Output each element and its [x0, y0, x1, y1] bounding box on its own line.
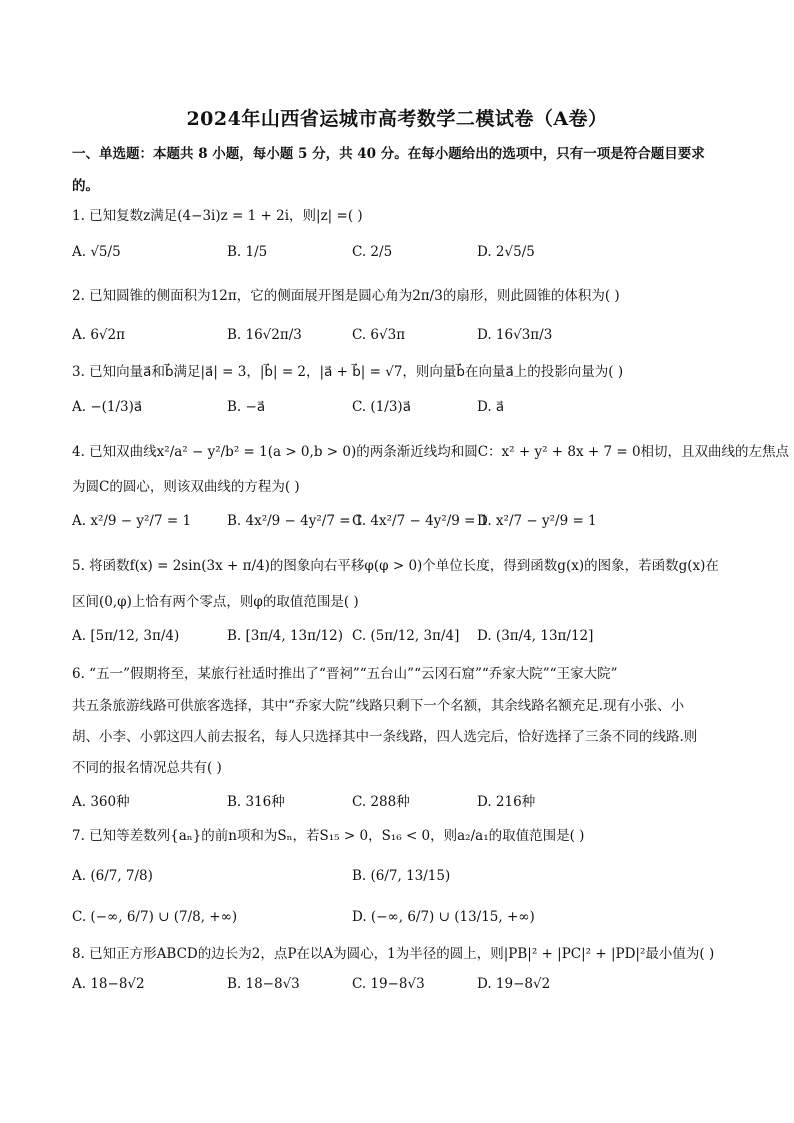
q5-option-c: C. (5π/12, 3π/4]: [352, 628, 460, 644]
q7-option-c: C. (−∞, 6/7) ∪ (7/8, +∞): [72, 909, 238, 925]
question-6-options: [72, 790, 732, 812]
q2-option-b: B. 16√2π/3: [227, 327, 302, 343]
question-2-options: [72, 327, 732, 349]
q4-option-c: C. 4x²/7 − 4y²/9 = 1: [352, 513, 489, 529]
q8-option-a: A. 18−8√2: [72, 976, 145, 992]
question-5-options: [72, 628, 732, 650]
q5-option-b: B. [3π/4, 13π/12): [227, 628, 343, 644]
q2-option-a: A. 6√2π: [72, 327, 125, 343]
q5-option-a: A. [5π/12, 3π/4): [72, 628, 180, 644]
question-4-stem-line-1: 4. 已知双曲线x²/a² − y²/b² = 1(a > 0,b > 0)的两条渐近线均和圆C：x² + y² + 8x + 7 = 0相切，且双曲线的左焦点: [72, 444, 790, 460]
q3-option-d: D. a⃗: [477, 399, 505, 415]
q2-option-c: C. 6√3π: [352, 327, 406, 343]
question-7-options-row-2: [72, 909, 732, 931]
section-heading-line-2: 的。: [72, 178, 99, 194]
q8-option-c: C. 19−8√3: [352, 976, 425, 992]
question-8-stem: 8. 已知正方形ABCD的边长为2，点P在以A为圆心，1为半径的圆上，则|PB|² + |PC|² + |PD|²最小值为( ): [72, 946, 715, 962]
q8-option-d: D. 19−8√2: [477, 976, 551, 992]
q5-option-d: D. (3π/4, 13π/12]: [477, 628, 594, 644]
question-4-options: [72, 513, 732, 535]
question-7-stem: 7. 已知等差数列{aₙ}的前n项和为Sₙ，若S₁₅ > 0，S₁₆ < 0，则a₂/a₁的取值范围是( ): [72, 828, 585, 844]
q1-option-c: C. 2/5: [352, 244, 393, 260]
q6-option-c: C. 288种: [352, 794, 410, 810]
q6-option-b: B. 316种: [227, 794, 285, 810]
question-1-options: [72, 244, 732, 266]
question-5-stem-line-2: 区间(0,φ)上恰有两个零点，则φ的取值范围是( ): [72, 594, 359, 610]
q6-option-a: A. 360种: [72, 794, 130, 810]
q7-option-b: B. (6/7, 13/15): [352, 868, 451, 884]
q4-option-a: A. x²/9 − y²/7 = 1: [72, 513, 192, 529]
q1-option-b: B. 1/5: [227, 244, 268, 260]
question-4-stem-line-2: 为圆C的圆心，则该双曲线的方程为( ): [72, 479, 300, 495]
q1-option-a: A. √5/5: [72, 244, 121, 260]
question-6-stem-line-4: 不同的报名情况总共有( ): [72, 760, 222, 776]
question-7-options-row-1: [72, 868, 732, 890]
question-3-options: [72, 399, 732, 421]
q3-option-b: B. −a⃗: [227, 399, 266, 415]
section-heading-line-1: 一、单选题：本题共 8 小题，每小题 5 分，共 40 分。在每小题给出的选项中，只有一项是符合题目要求: [72, 146, 705, 162]
q4-option-d: D. x²/7 − y²/9 = 1: [477, 513, 597, 529]
q8-option-b: B. 18−8√3: [227, 976, 300, 992]
q3-option-c: C. (1/3)a⃗: [352, 399, 411, 415]
q7-option-a: A. (6/7, 7/8): [72, 868, 153, 884]
question-6-stem-line-1: 6. “五一”假期将至，某旅行社适时推出了“晋祠”“五台山”“云冈石窟”“乔家大院”“王家大院”: [72, 666, 618, 682]
question-3-stem: 3. 已知向量a⃗和b⃗满足|a⃗| = 3，|b⃗| = 2，|a⃗ + b⃗| = √7，则向量b⃗在向量a⃗上的投影向量为( ): [72, 364, 624, 380]
question-6-stem-line-2: 共五条旅游线路可供旅客选择，其中“乔家大院”线路只剩下一个名额，其余线路名额充足.现有小张、小: [72, 698, 685, 714]
question-2-stem: 2. 已知圆锥的侧面积为12π，它的侧面展开图是圆心角为2π/3的扇形，则此圆锥的体积为( ): [72, 288, 620, 304]
question-6-stem-line-3: 胡、小李、小郭这四人前去报名，每人只选择其中一条线路，四人选完后，恰好选择了三条不同的线路.则: [72, 729, 698, 745]
q6-option-d: D. 216种: [477, 794, 536, 810]
exam-title: 2024年山西省运城市高考数学二模试卷（A卷）: [186, 108, 608, 130]
q1-option-d: D. 2√5/5: [477, 244, 535, 260]
q3-option-a: A. −(1/3)a⃗: [72, 399, 143, 415]
question-1-stem: 1. 已知复数z满足(4−3i)z = 1 + 2i，则|z| =( ): [72, 208, 363, 224]
question-8-options: [72, 976, 732, 998]
q7-option-d: D. (−∞, 6/7) ∪ (13/15, +∞): [352, 909, 535, 925]
q2-option-d: D. 16√3π/3: [477, 327, 553, 343]
question-5-stem-line-1: 5. 将函数f(x) = 2sin(3x + π/4)的图象向右平移φ(φ > 0)个单位长度，得到函数g(x)的图象，若函数g(x)在: [72, 558, 719, 574]
q4-option-b: B. 4x²/9 − 4y²/7 = 1: [227, 513, 364, 529]
